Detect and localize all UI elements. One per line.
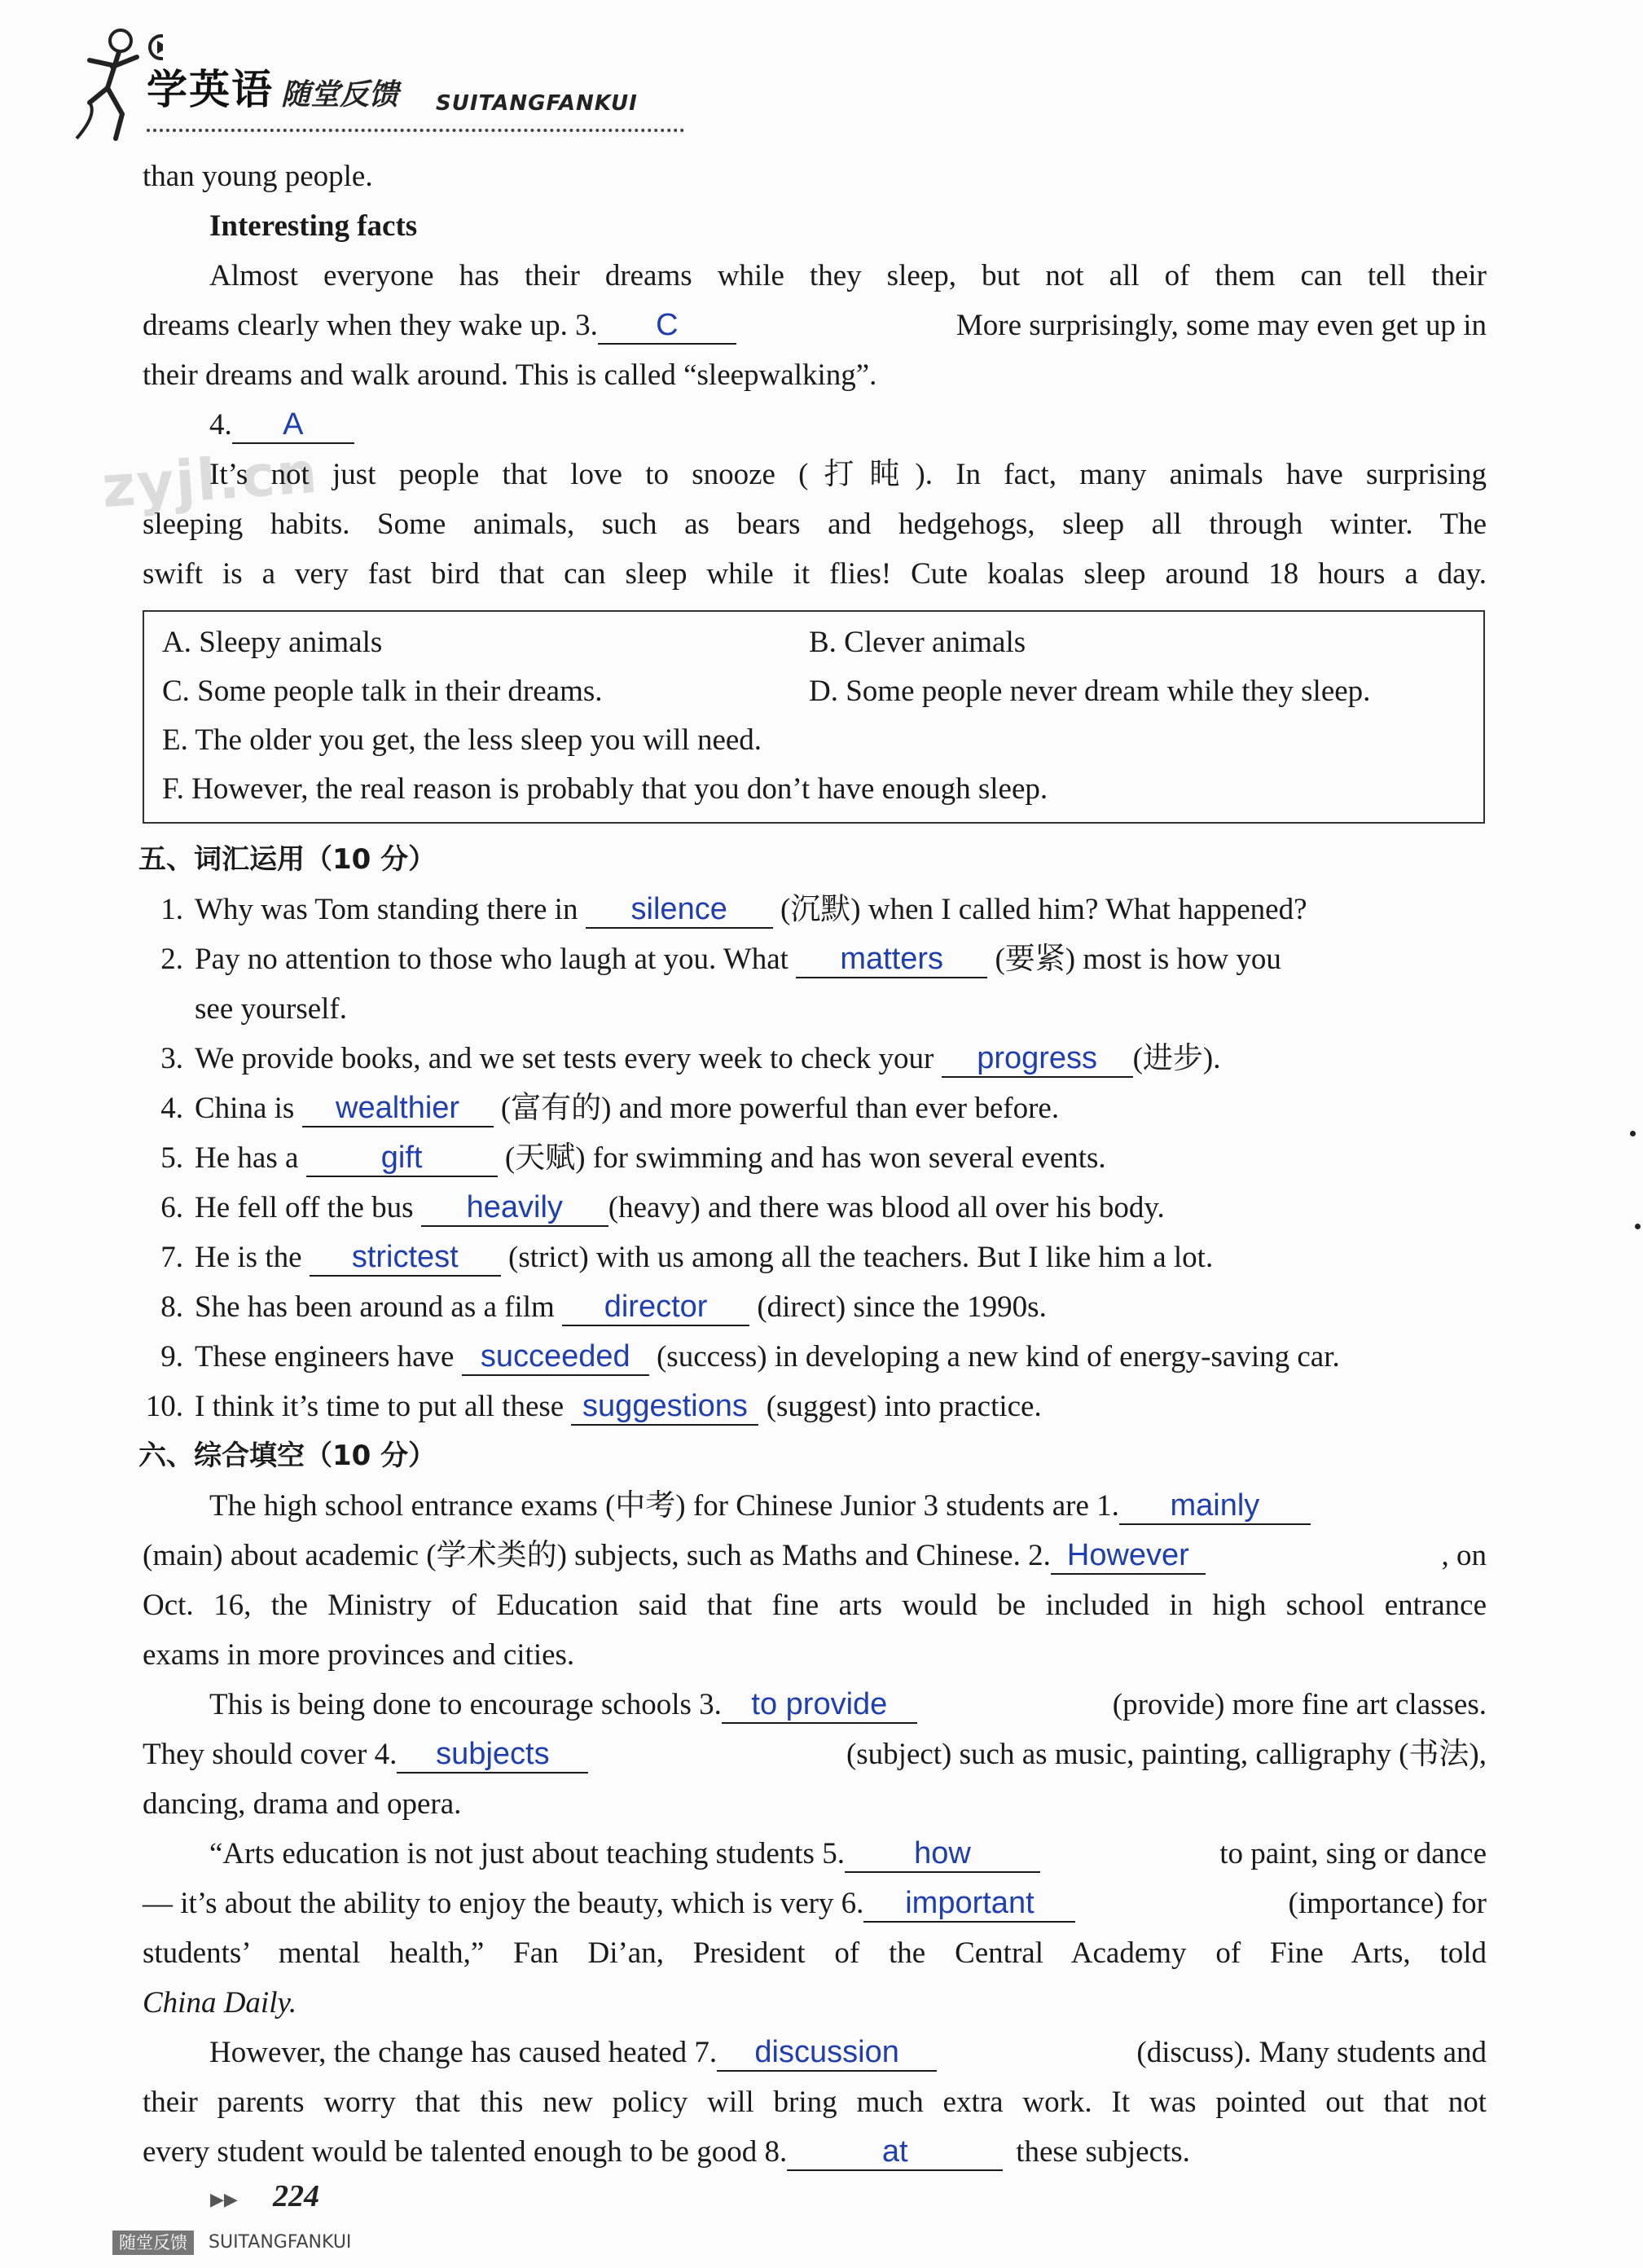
answer-blank[interactable]: strictest [310,1239,501,1277]
answer-blank-3[interactable]: C [598,307,736,345]
item-number: 2. [160,943,183,976]
option-e: E. The older you get, the less sleep you will need. [162,723,762,757]
vocab-item-8 [143,1282,1487,1332]
item-number: 9. [160,1340,183,1374]
item-number: 4. [160,1092,183,1125]
cloze-text: (provide) more fine art classes. [1112,1688,1487,1721]
item-number: 6. [160,1191,183,1224]
option-f: F. However, the real reason is probably that you don’t have enough sleep. [162,772,1048,806]
header-dotted-rule [147,129,684,132]
item-text: (success) in developing a new kind of energy-saving car. [656,1340,1340,1374]
answer-blank[interactable]: wealthier [302,1090,494,1127]
page-header [65,24,684,147]
reading-line-q4 [143,400,1487,450]
cloze-line [143,2127,1487,2177]
options-row [162,667,1469,716]
cloze-line: dancing, drama and opera. [143,1787,462,1821]
answer-blank[interactable]: suggestions [571,1388,758,1426]
vocab-item-1 [143,885,1487,934]
item-text: China is [195,1092,295,1125]
item-number: 5. [160,1141,183,1175]
cloze-text: They should cover 4. [143,1738,398,1771]
cloze-text: (discuss). Many students and [1136,2036,1487,2069]
reading-line: Almost everyone has their dreams while they sleep, but not all of them can tell their [209,259,1487,292]
answer-blank[interactable]: progress [942,1040,1133,1078]
item-text: These engineers have [195,1340,455,1374]
item-number: 1. [160,893,183,926]
section-5-title: 五、词汇运用（10 分） [138,843,437,876]
cloze-blank-3[interactable]: to provide [722,1686,917,1724]
cloze-text: (subject) such as music, painting, calligraphy (书法), [846,1738,1487,1771]
reading-line: swift is a very fast bird that can sleep while it flies! Cute koalas sleep around 18 hours a day. [143,557,1487,591]
item-text: We provide books, and we set tests every week to check your [195,1042,934,1075]
item-text: Pay no attention to those who laugh at you. What [195,943,789,976]
reading-text: dreams clearly when they wake up. 3. [143,309,598,342]
answer-blank[interactable]: silence [586,891,773,929]
item-text: (direct) since the 1990s. [757,1290,1047,1324]
reading-line: sleeping habits. Some animals, such as bears and hedgehogs, sleep all through winter. The [143,508,1487,541]
footer-roman: SUITANGFANKUI [209,2232,352,2253]
item-text: (heavy) and there was blood all over his body. [608,1191,1165,1224]
cloze-text: — it’s about the ability to enjoy the beauty, which is very 6. [143,1887,864,1920]
header-subtitle: 随堂反馈 [281,78,399,112]
vocab-item-10 [143,1382,1487,1431]
item-text: He fell off the bus [195,1191,414,1224]
cloze-blank-7[interactable]: discussion [717,2034,937,2072]
options-row [162,618,1469,667]
cloze-text: (main) about academic (学术类的) subjects, such as Maths and Chinese. 2. [143,1539,1051,1572]
item-number: 10. [145,1390,183,1423]
reading-text: More surprisingly, some may even get up in [955,309,1487,342]
cloze-line: exams in more provinces and cities. [143,1638,575,1672]
cloze-blank-8[interactable]: at [787,2134,1003,2171]
cloze-text: (importance) for [1288,1887,1487,1920]
answer-blank[interactable]: director [562,1289,749,1326]
vocab-item-9 [143,1332,1487,1382]
option-a: A. Sleepy animals [162,626,383,659]
item-text: I think it’s time to put all these [195,1390,565,1423]
footer-arrows-icon: ▶▶ [210,2190,238,2210]
item-text: (进步). [1132,1042,1221,1075]
cloze-line [143,1680,1487,1730]
option-d: D. Some people never dream while they sleep. [809,675,1371,708]
item-text: (strict) with us among all the teachers. But I like him a lot. [508,1241,1214,1274]
answer-blank[interactable]: matters [796,941,987,978]
item-text: (沉默) when I called him? What happened? [780,893,1307,926]
vocab-item-5 [143,1133,1487,1183]
main-content [138,152,1487,2177]
option-c: C. Some people talk in their dreams. [162,675,603,708]
vocab-item-2-cont: see yourself. [195,992,347,1026]
reading-line: their dreams and walk around. This is called “sleepwalking”. [143,358,877,392]
cloze-text: However, the change has caused heated 7. [209,2036,718,2069]
header-roman: SUITANGFANKUI [436,91,638,116]
footer-badge: 随堂反馈 [112,2231,194,2255]
cloze-line [143,2028,1487,2077]
cloze-line [143,1730,1487,1779]
option-b: B. Clever animals [809,626,1026,659]
item-text: She has been around as a film [195,1290,555,1324]
vocab-item-6 [143,1183,1487,1233]
cloze-line [143,1481,1487,1531]
item-text: (富有的) and more powerful than ever before. [500,1092,1060,1125]
vocab-item-2 [143,934,1487,984]
cloze-line [143,1531,1487,1580]
cloze-line: Oct. 16, the Ministry of Education said that fine arts would be included in high school entrance [143,1589,1487,1622]
question-number: 4. [209,408,232,442]
cloze-text: The high school entrance exams (中考) for Chinese Junior 3 students are 1. [209,1489,1119,1523]
answer-blank[interactable]: succeeded [462,1338,649,1376]
reading-line: than young people. [143,160,373,193]
cloze-blank-2[interactable]: However [1051,1537,1206,1575]
cloze-text: these subjects. [1016,2135,1190,2169]
item-text: He has a [195,1141,299,1175]
options-box [143,610,1485,824]
answer-blank[interactable]: heavily [421,1189,608,1227]
cloze-text: , on [1441,1539,1487,1572]
margin-dot [1635,1224,1641,1229]
vocab-item-4 [143,1083,1487,1133]
reading-heading: Interesting facts [209,209,418,243]
cloze-blank-6[interactable]: important [863,1885,1075,1923]
cloze-line: their parents worry that this new policy will bring much extra work. It was pointed out that not [143,2086,1487,2119]
cloze-blank-5[interactable]: how [845,1835,1040,1873]
item-number: 3. [160,1042,183,1075]
cloze-line [143,1829,1487,1879]
answer-blank-4[interactable]: A [232,407,354,444]
item-text: (天赋) for swimming and has won several events. [504,1141,1106,1175]
cloze-blank-4[interactable]: subjects [397,1736,588,1774]
item-text: Why was Tom standing there in [195,893,578,926]
header-title: 学英语 [147,66,274,113]
section-6-title: 六、综合填空（10 分） [138,1439,437,1472]
item-number: 8. [160,1290,183,1324]
vocab-item-3 [143,1034,1487,1083]
cloze-line: China Daily. [143,1986,297,2020]
item-text: (suggest) into practice. [766,1390,1042,1423]
cloze-text: every student would be talented enough to be good 8. [143,2135,788,2169]
reading-line-q3 [143,301,1487,350]
cloze-line [143,1879,1487,1928]
cloze-text: “Arts education is not just about teaching students 5. [209,1837,845,1870]
cloze-text: This is being done to encourage schools 3. [209,1688,722,1721]
reading-line: It’s not just people that love to snooze (打盹). In fact, many animals have surprising [209,458,1487,491]
vocab-item-7 [143,1233,1487,1282]
cloze-blank-1[interactable]: mainly [1119,1488,1311,1525]
item-text: He is the [195,1241,302,1274]
margin-dot [1630,1131,1636,1136]
cloze-line: students’ mental health,” Fan Di’an, President of the Central Academy of Fine Arts, told [143,1936,1487,1970]
page-number: 224 [273,2179,319,2213]
cloze-text: to paint, sing or dance [1219,1837,1487,1870]
watermark: zyjl.cn [99,438,321,521]
item-text: (要紧) most is how you [995,943,1281,976]
answer-blank[interactable]: gift [306,1140,498,1177]
item-number: 7. [160,1241,183,1274]
